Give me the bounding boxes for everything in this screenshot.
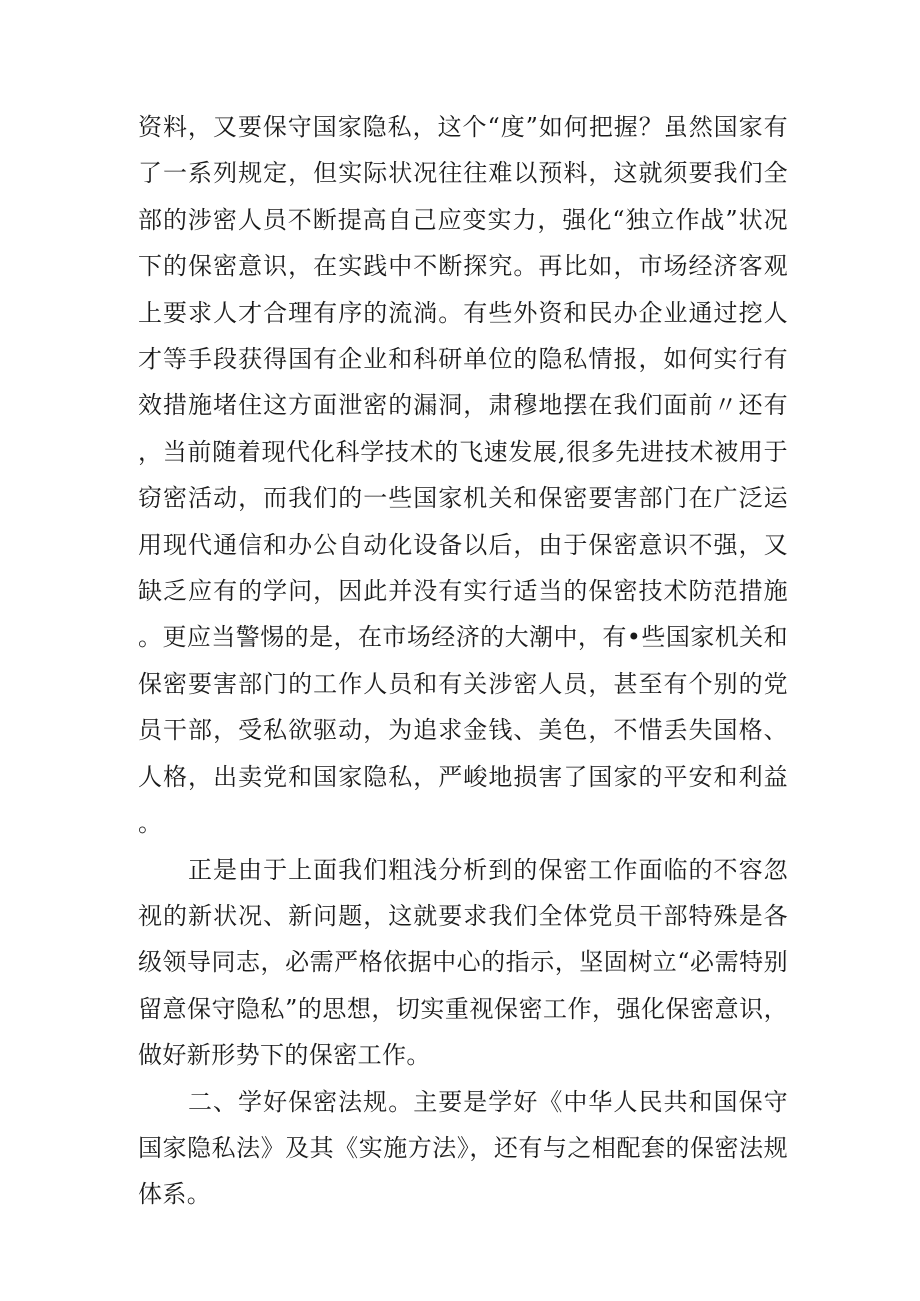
paragraph-section-two: 二、学好保密法规。主要是学好《中华人民共和国保守国家隐私法》及其《实施方法》，还有与之相配套的保密法规体系。 xyxy=(138,1087,788,1209)
paragraph-new-situations: 正是由于上面我们粗浅分析到的保密工作面临的不容忽视的新状况、新问题，这就要求我们全体党员干部特殊是各级领导同志，必需严格依据中心的指示，坚固树立“必需特别留意保守隐私”的思想，切实重视保密工作，强化保密意识，做好新形势下的保密工作。 xyxy=(138,855,788,1070)
document-body xyxy=(138,104,788,1218)
paragraph-continued: 资料，又要保守国家隐私，这个“度”如何把握？虽然国家有了一系列规定，但实际状况往往难以预料，这就须要我们全部的涉密人员不断提高自己应变实力，强化“独立作战”状况下的保密意识，在实践中不断探究。再比如，市场经济客观上要求人才合理有序的流淌。有些外资和民办企业通过挖人才等手段获得国有企业和科研单位的隐私情报，如何实行有效措施堵住这方面泄密的漏洞，肃穆地摆在我们面前〃还有，当前随着现代化科学技术的飞速发展,很多先进技术被用于窃密活动，而我们的一些国家机关和保密要害部门在广泛运用现代通信和办公自动化设备以后，由于保密意识不强，又缺乏应有的学问，因此并没有实行适当的保密技术防范措施。更应当警惕的是，在市场经济的大潮中，有•些国家机关和保密要害部门的工作人员和有关涉密人员，甚至有个别的党员干部，受私欲驱动，为追求金钱、美色，不惜丢失国格、人格，出卖党和国家隐私，严峻地损害了国家的平安和利益。 xyxy=(138,113,788,838)
